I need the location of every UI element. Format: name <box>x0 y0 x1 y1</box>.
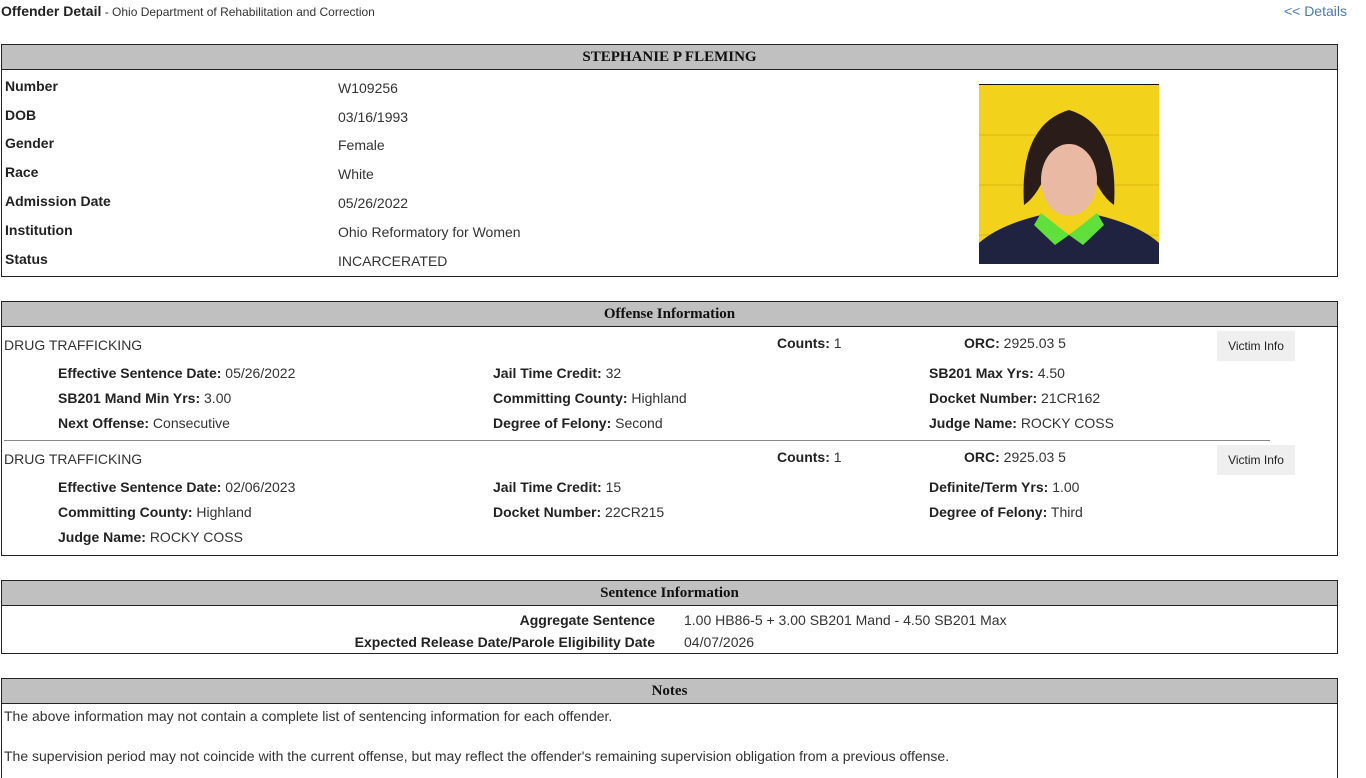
sentence-value: 1.00 HB86-5 + 3.00 SB201 Mand - 4.50 SB201 Max <box>684 612 1007 628</box>
field-value: INCARCERATED <box>338 253 448 269</box>
page-subtitle: - Ohio Department of Rehabilitation and Correction <box>101 5 375 19</box>
definite-term-yrs: Definite/Term Yrs: 1.00 <box>929 479 1080 495</box>
field-label: Race <box>5 164 39 180</box>
sentence-label: Expected Release Date/Parole Eligibility Date <box>354 634 655 650</box>
next-offense: Next Offense: Consecutive <box>58 415 230 431</box>
field-value: 05/26/2022 <box>338 195 409 211</box>
field-label: Status <box>5 251 48 267</box>
notes-header: Notes <box>2 679 1337 704</box>
offender-photo <box>979 84 1159 264</box>
offense-orc: ORC: 2925.03 5 <box>964 335 1066 351</box>
sentence-information-panel <box>1 580 1338 654</box>
sb201-max-yrs: SB201 Max Yrs: 4.50 <box>929 365 1065 381</box>
offense-information-panel <box>1 301 1338 556</box>
offender-name: STEPHANIE P FLEMING <box>2 45 1337 70</box>
degree-of-felony: Degree of Felony: Third <box>929 504 1083 520</box>
offense-counts: Counts: 1 <box>777 449 842 465</box>
docket-number: Docket Number: 22CR215 <box>493 504 665 520</box>
sentence-label: Aggregate Sentence <box>519 612 655 628</box>
field-label: Number <box>5 78 58 94</box>
offense-name: DRUG TRAFFICKING <box>4 451 143 467</box>
field-label: DOB <box>5 107 37 123</box>
offense-divider <box>4 440 1270 441</box>
effective-sentence-date: Effective Sentence Date: 02/06/2023 <box>58 479 296 495</box>
note-text: The above information may not contain a complete list of sentencing information for each offender. <box>4 708 613 724</box>
field-value: Female <box>338 137 385 153</box>
judge-name: Judge Name: ROCKY COSS <box>58 529 243 545</box>
person-photo-icon <box>979 85 1159 264</box>
expected-release-row <box>2 634 1337 654</box>
sb201-mand-min-yrs: SB201 Mand Min Yrs: 3.00 <box>58 390 232 406</box>
offender-panel <box>1 44 1338 277</box>
victim-info-button[interactable]: Victim Info <box>1217 331 1295 361</box>
field-label: Gender <box>5 135 55 151</box>
field-value: White <box>338 166 374 182</box>
aggregate-sentence-row <box>2 612 1337 632</box>
sentence-value: 04/07/2026 <box>684 634 755 650</box>
field-label: Institution <box>5 222 73 238</box>
offense-name: DRUG TRAFFICKING <box>4 337 143 353</box>
page-title <box>1 3 375 19</box>
effective-sentence-date: Effective Sentence Date: 05/26/2022 <box>58 365 296 381</box>
field-value: 03/16/1993 <box>338 109 409 125</box>
offense-information-header: Offense Information <box>2 302 1337 327</box>
degree-of-felony: Degree of Felony: Second <box>493 415 663 431</box>
field-value: W109256 <box>338 80 398 96</box>
page-title-text: Offender Detail <box>1 3 102 19</box>
note-text: The supervision period may not coincide with the current offense, but may reflect the offender's remaining supervision obligation from a previous offense. <box>4 748 950 764</box>
top-bar <box>0 3 1366 21</box>
judge-name: Judge Name: ROCKY COSS <box>929 415 1114 431</box>
jail-time-credit: Jail Time Credit: 32 <box>493 365 622 381</box>
victim-info-button[interactable]: Victim Info <box>1217 445 1295 475</box>
docket-number: Docket Number: 21CR162 <box>929 390 1101 406</box>
notes-panel <box>1 678 1338 778</box>
committing-county: Committing County: Highland <box>58 504 252 520</box>
field-value: Ohio Reformatory for Women <box>338 224 521 240</box>
jail-time-credit: Jail Time Credit: 15 <box>493 479 622 495</box>
offense-counts: Counts: 1 <box>777 335 842 351</box>
back-to-details-link[interactable]: << Details <box>1283 3 1347 19</box>
field-label: Admission Date <box>5 193 111 209</box>
committing-county: Committing County: Highland <box>493 390 687 406</box>
offense-orc: ORC: 2925.03 5 <box>964 449 1066 465</box>
sentence-information-header: Sentence Information <box>2 581 1337 606</box>
